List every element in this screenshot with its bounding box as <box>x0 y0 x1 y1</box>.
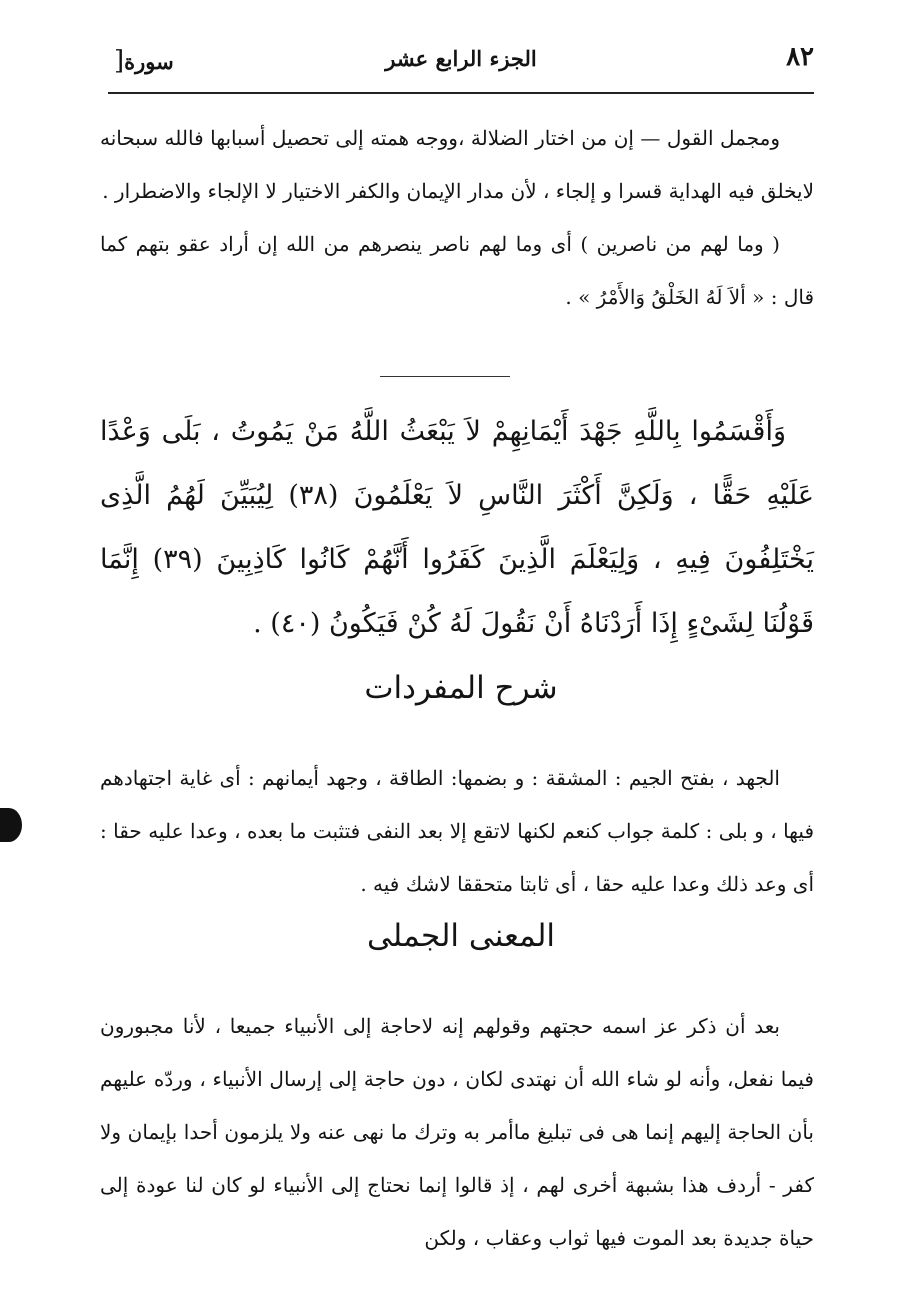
surah-label: سورة <box>124 49 174 74</box>
verse-text: وَأَقْسَمُوا بِاللَّهِ جَهْدَ أَيْمَانِهِمْ لاَ يَبْعَثُ اللَّهُ مَنْ يَمُوتُ ، بَلَى وَعْدًا عَلَيْهِ حَقًّا ، وَلَكِنَّ أَكْثَرَ النَّاسِ لاَ يَعْلَمُونَ (٣٨) لِيُبَيِّنَ لَهُمُ الَّذِى يَخْتَلِفُونَ فِيهِ ، وَلِيَعْلَمَ الَّذِينَ كَفَرُوا أَنَّهُمْ كَانُوا كَاذِبِينَ (٣٩) إِنَّمَا قَوْلُنَا لِشَىْءٍ إِذَا أَرَدْنَاهُ أَنْ نَقُولَ لَهُ كُنْ فَيَكُونُ (٤٠) . <box>100 416 815 639</box>
section-separator <box>380 376 510 377</box>
commentary-paragraph-1: ومجمل القول — إن من اختار الضلالة ،ووجه همته إلى تحصيل أسبابها فالله سبحانه لايخلق فيه الهداية قسرا و إلجاء ، لأن مدار الإيمان والكفر الاختيار لا الإلجاء والاضطرار . <box>100 126 814 203</box>
header-rule <box>108 92 814 94</box>
vocabulary-section <box>100 752 814 911</box>
vocabulary-heading-wrap <box>0 670 922 706</box>
general-meaning-heading: المعنى الجملى <box>366 918 556 954</box>
general-meaning-section <box>100 1000 814 1265</box>
surah-label-group <box>108 46 174 76</box>
commentary-paragraph-2: ( وما لهم من ناصرين ) أى وما لهم ناصر ينصرهم من الله إن أراد عقو بتهم كما قال : « ألاَ لَهُ الخَلْقُ وَالأَمْرُ » . <box>100 232 814 309</box>
part-title: الجزء الرابع عشر <box>385 46 537 71</box>
general-meaning-text: بعد أن ذكر عز اسمه حجتهم وقولهم إنه لاحاجة إلى الأنبياء جميعا ، لأنا مجبورون فيما نفعل، وأنه لو شاء الله أن نهتدى لكان ، دون حاجة إلى إرسال الأنبياء ، وردّه عليهم بأن الحاجة إليهم إنما هى فى تبليغ ماأمر به وترك ما نهى عنه ولا يلزمون أحدا بإيمان ولا كفر - أردف هذا بشبهة أخرى لهم ، إذ قالوا إنما نحتاج إلى الأنبياء لو كان لنا عودة إلى حياة جديدة بعد الموت فيها ثواب وعقاب ، ولكن <box>100 1014 814 1250</box>
ink-blot-mark <box>0 808 22 842</box>
page-header <box>108 40 814 90</box>
vocabulary-heading: شرح المفردات <box>364 670 558 706</box>
vocabulary-text: الجهد ، بفتح الجيم : المشقة : و بضمها: الطاقة ، وجهد أيمانهم : أى غاية اجتهادهم فيها ، و بلى : كلمة جواب كنعم لكنها لاتقع إلا بعد النفى فتثبت ما بعده ، وعدا عليه حقا : أى وعد ذلك وعدا عليه حقا ، أى ثابتا متحققا لاشك فيه . <box>100 766 815 896</box>
quran-verses <box>100 400 814 656</box>
page-number: ٨٢ <box>786 42 814 72</box>
general-meaning-heading-wrap <box>0 918 922 954</box>
header-bracket: [ <box>114 46 125 76</box>
commentary-section <box>100 112 814 324</box>
